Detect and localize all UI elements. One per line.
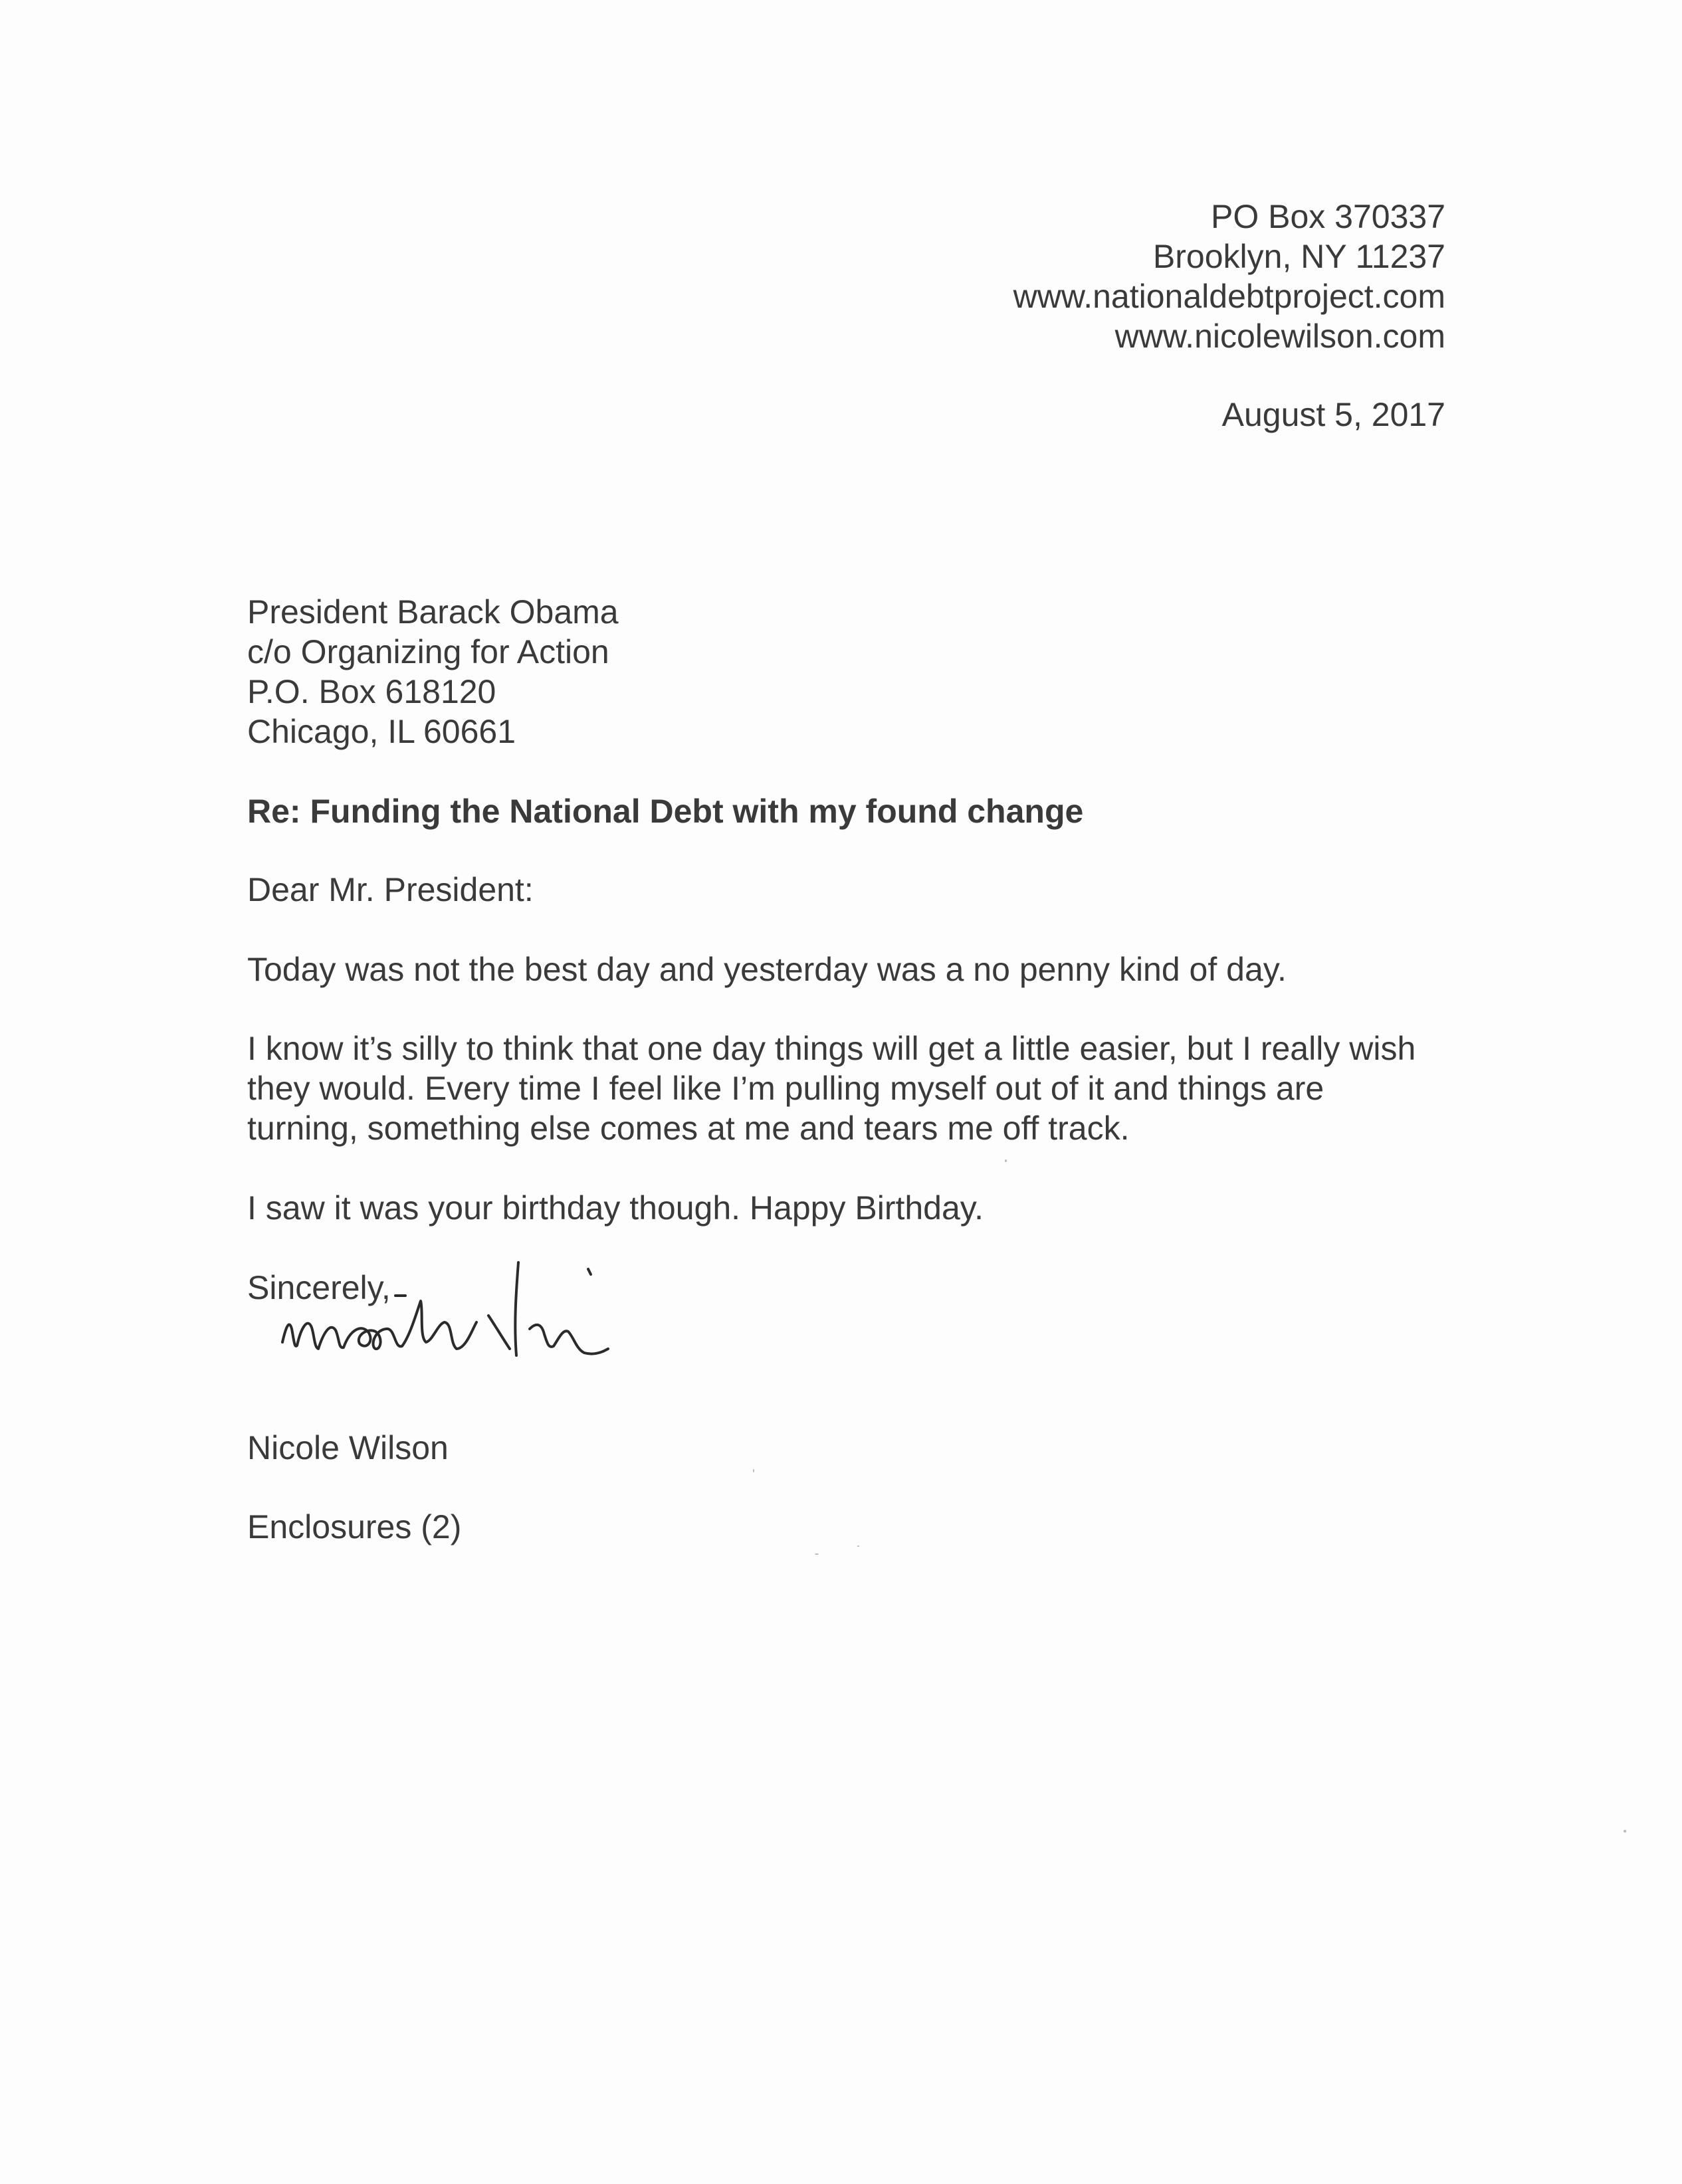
body-paragraph-2-line-1: I know it’s silly to think that one day things will get a little easier, but I really wish [247,1030,1416,1067]
signer-name: Nicole Wilson [247,1429,449,1466]
enclosures-note: Enclosures (2) [247,1508,462,1545]
recipient-po-box: P.O. Box 618120 [247,673,496,710]
paper-speck [753,1469,754,1472]
recipient-organization: c/o Organizing for Action [247,633,609,670]
recipient-name: President Barack Obama [247,593,619,631]
sender-website-nicole-wilson: www.nicolewilson.com [1114,318,1445,355]
salutation: Dear Mr. President: [247,871,534,908]
body-paragraph-2-line-2: they would. Every time I feel like I’m pulling myself out of it and things are [247,1070,1324,1107]
paper-speck [857,1545,859,1547]
letter-date: August 5, 2017 [1221,396,1445,433]
sender-city-state-zip: Brooklyn, NY 11237 [1152,238,1445,275]
closing: Sincerely, [247,1269,391,1306]
paper-speck [1005,1159,1007,1162]
paper-speck [1624,1830,1626,1833]
paper-speck [815,1553,819,1555]
sender-po-box: PO Box 370337 [1210,198,1445,235]
body-paragraph-3: I saw it was your birthday though. Happy Birthday. [247,1189,984,1227]
sender-address-block [1013,197,1445,356]
body-paragraph-2 [247,1029,1416,1148]
recipient-city-state-zip: Chicago, IL 60661 [247,713,516,750]
sender-website-national-debt-project: www.nationaldebtproject.com [1013,278,1445,315]
handwritten-signature [269,1249,668,1382]
body-paragraph-2-line-3: turning, something else comes at me and tears me off track. [247,1110,1130,1147]
recipient-address-block [247,592,619,751]
body-paragraph-1: Today was not the best day and yesterday was a no penny kind of day. [247,951,1287,988]
subject-line: Re: Funding the National Debt with my found change [247,793,1084,830]
